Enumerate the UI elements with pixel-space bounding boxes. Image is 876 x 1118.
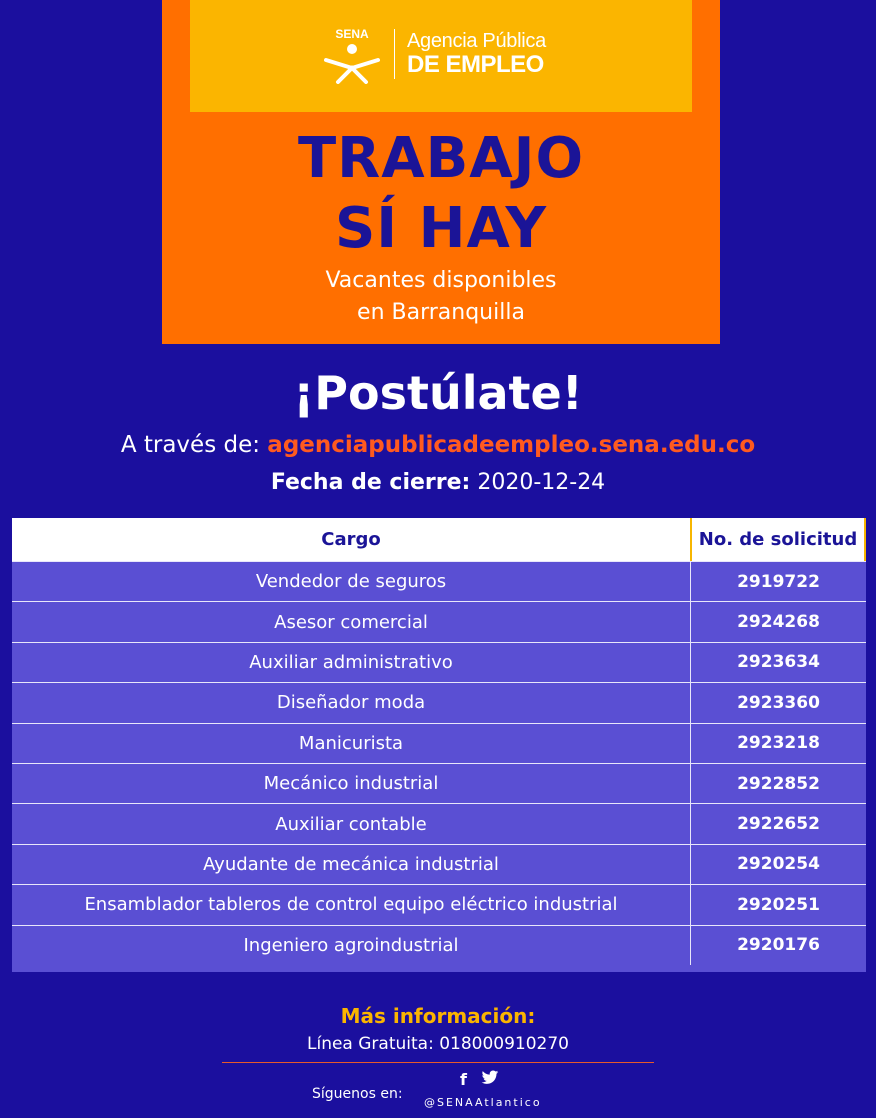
headline-line1: TRABAJO xyxy=(297,126,585,191)
header-cargo: Cargo xyxy=(321,529,381,550)
headline-line2: SÍ HAY xyxy=(334,196,548,261)
closing-date: 2020-12-24 xyxy=(477,470,606,495)
row-solicitud: 2920251 xyxy=(690,885,866,924)
closing-date-line xyxy=(0,470,876,495)
logo-line1: Agencia Pública xyxy=(407,29,546,52)
subtitle-line2: en Barranquilla xyxy=(357,300,525,325)
via-label: A través de: xyxy=(120,432,260,458)
cta-via xyxy=(0,432,876,458)
cta-title: ¡Postúlate! xyxy=(293,366,583,420)
row-solicitud: 2924268 xyxy=(690,602,866,641)
row-cargo: Ingeniero agroindustrial xyxy=(243,934,459,956)
row-solicitud: 2922852 xyxy=(690,764,866,803)
row-cargo: Diseñador moda xyxy=(276,692,426,714)
footer-divider xyxy=(222,1062,654,1063)
row-cargo: Auxiliar contable xyxy=(275,813,427,835)
more-info-title: Más información: xyxy=(340,1004,536,1028)
table-row xyxy=(12,884,866,924)
row-solicitud: 2922652 xyxy=(690,804,866,843)
row-solicitud: 2920254 xyxy=(690,845,866,884)
row-solicitud: 2920176 xyxy=(690,926,866,965)
social-handle[interactable]: @SENAAtlantico xyxy=(424,1096,542,1109)
subtitle-line1: Vacantes disponibles xyxy=(325,268,557,293)
follow-label: Síguenos en: xyxy=(312,1086,403,1102)
row-solicitud: 2923218 xyxy=(690,724,866,763)
closing-label: Fecha de cierre: xyxy=(270,470,471,495)
row-cargo: Vendedor de seguros xyxy=(255,571,447,593)
logo-divider xyxy=(394,29,395,79)
row-cargo: Mecánico industrial xyxy=(263,773,439,795)
table-row xyxy=(12,763,866,803)
facebook-icon[interactable]: f xyxy=(460,1070,467,1089)
sena-logo-icon xyxy=(320,24,384,84)
logo-text xyxy=(407,31,546,77)
table-row xyxy=(12,561,866,601)
table-row xyxy=(12,844,866,884)
row-cargo: Ayudante de mecánica industrial xyxy=(203,853,499,875)
row-cargo: Asesor comercial xyxy=(274,611,428,633)
row-solicitud: 2923360 xyxy=(690,683,866,722)
vacancies-table xyxy=(12,518,866,972)
row-cargo: Ensamblador tableros de control equipo eléctrico industrial xyxy=(84,894,618,916)
agency-logo xyxy=(320,22,570,86)
table-row xyxy=(12,642,866,682)
social-icons xyxy=(460,1070,499,1090)
table-row xyxy=(12,723,866,763)
logo-line2: DE EMPLEO xyxy=(407,50,544,78)
table-row xyxy=(12,682,866,722)
table-row xyxy=(12,803,866,843)
row-solicitud: 2923634 xyxy=(690,643,866,682)
via-url-link[interactable]: agenciapublicadeempleo.sena.edu.co xyxy=(267,432,756,458)
table-header xyxy=(12,518,866,561)
row-cargo: Auxiliar administrativo xyxy=(249,651,453,673)
table-row xyxy=(12,601,866,641)
hotline: Línea Gratuita: 018000910270 xyxy=(307,1034,569,1054)
svg-text:SENA: SENA xyxy=(335,27,369,41)
twitter-icon[interactable] xyxy=(481,1070,499,1086)
header-solicitud: No. de solicitud xyxy=(690,518,866,561)
table-row xyxy=(12,925,866,965)
row-solicitud: 2919722 xyxy=(690,562,866,601)
row-cargo: Manicurista xyxy=(298,732,404,754)
